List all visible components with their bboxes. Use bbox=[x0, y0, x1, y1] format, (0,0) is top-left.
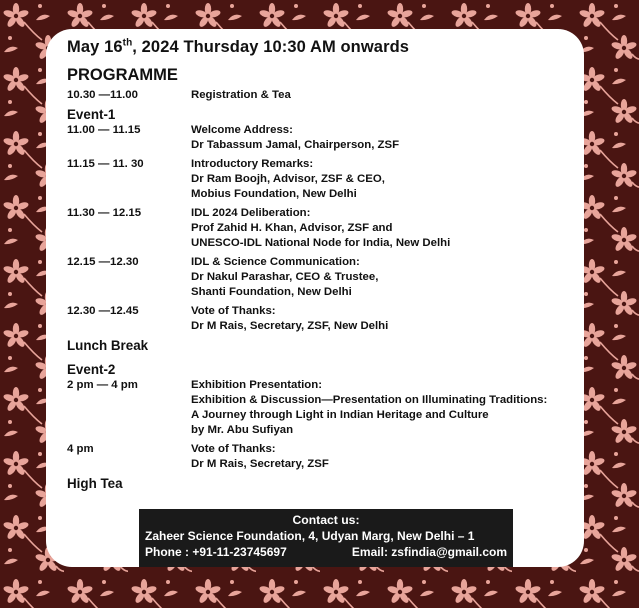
contact-phone: Phone : +91-11-23745697 bbox=[145, 545, 287, 559]
row-desc: IDL 2024 Deliberation: Prof Zahid H. Khan, Advisor, ZSF and UNESCO-IDL National Node for India, New Delhi bbox=[191, 207, 451, 249]
row-time: 4 pm bbox=[67, 443, 94, 455]
row-time: 12.15 —12.30 bbox=[67, 256, 139, 268]
row-desc: Vote of Thanks: Dr M Rais, Secretary, ZSF bbox=[191, 443, 329, 470]
row-time: 2 pm — 4 pm bbox=[67, 379, 138, 391]
row-time: 11.30 — 12.15 bbox=[67, 207, 142, 219]
contact-email[interactable]: Email: zsfindia@gmail.com bbox=[351, 545, 507, 559]
schedule-row bbox=[67, 378, 584, 438]
row-time: 11.15 — 11. 30 bbox=[67, 158, 144, 170]
contact-line bbox=[145, 544, 507, 560]
contact-address: Zaheer Science Foundation, 4, Udyan Marg, New Delhi – 1 bbox=[145, 529, 475, 543]
schedule-row bbox=[67, 255, 584, 300]
schedule-row-registration bbox=[67, 88, 584, 103]
date-rest: , 2024 Thursday 10:30 AM onwards bbox=[132, 38, 410, 56]
event2-label: Event-2 bbox=[67, 362, 116, 377]
date-suffix: th bbox=[122, 37, 133, 49]
schedule-row bbox=[67, 442, 584, 472]
contact-title: Contact us: bbox=[292, 513, 360, 527]
row-time: 10.30 —11.00 bbox=[67, 89, 138, 101]
schedule-row bbox=[67, 123, 584, 153]
programme-card bbox=[46, 29, 584, 567]
date-prefix: May 16 bbox=[67, 38, 123, 56]
event-date-heading bbox=[67, 37, 584, 57]
schedule-row bbox=[67, 206, 584, 251]
row-desc: Exhibition Presentation: Exhibition & Discussion—Presentation on Illuminating Traditions: A Journey through Light in Indian Heritage and Culture by Mr. Abu Sufiyan bbox=[191, 379, 548, 436]
row-desc: Vote of Thanks: Dr M Rais, Secretary, ZSF, New Delhi bbox=[191, 305, 389, 332]
row-desc: Introductory Remarks: Dr Ram Boojh, Advisor, ZSF & CEO, Mobius Foundation, New Delhi bbox=[191, 158, 385, 200]
high-tea-label: High Tea bbox=[67, 476, 123, 491]
row-desc: Welcome Address: Dr Tabassum Jamal, Chairperson, ZSF bbox=[191, 124, 400, 151]
programme-title: PROGRAMME bbox=[67, 66, 178, 84]
event1-label: Event-1 bbox=[67, 107, 116, 122]
row-time: 11.00 — 11.15 bbox=[67, 124, 141, 136]
row-desc: IDL & Science Communication: Dr Nakul Parashar, CEO & Trustee, Shanti Foundation, New Delhi bbox=[191, 256, 379, 298]
row-time: 12.30 —12.45 bbox=[67, 305, 139, 317]
lunch-break-label: Lunch Break bbox=[67, 338, 149, 353]
contact-box bbox=[139, 509, 513, 567]
schedule-row bbox=[67, 304, 584, 334]
schedule-row bbox=[67, 157, 584, 202]
row-desc: Registration & Tea bbox=[191, 89, 291, 101]
